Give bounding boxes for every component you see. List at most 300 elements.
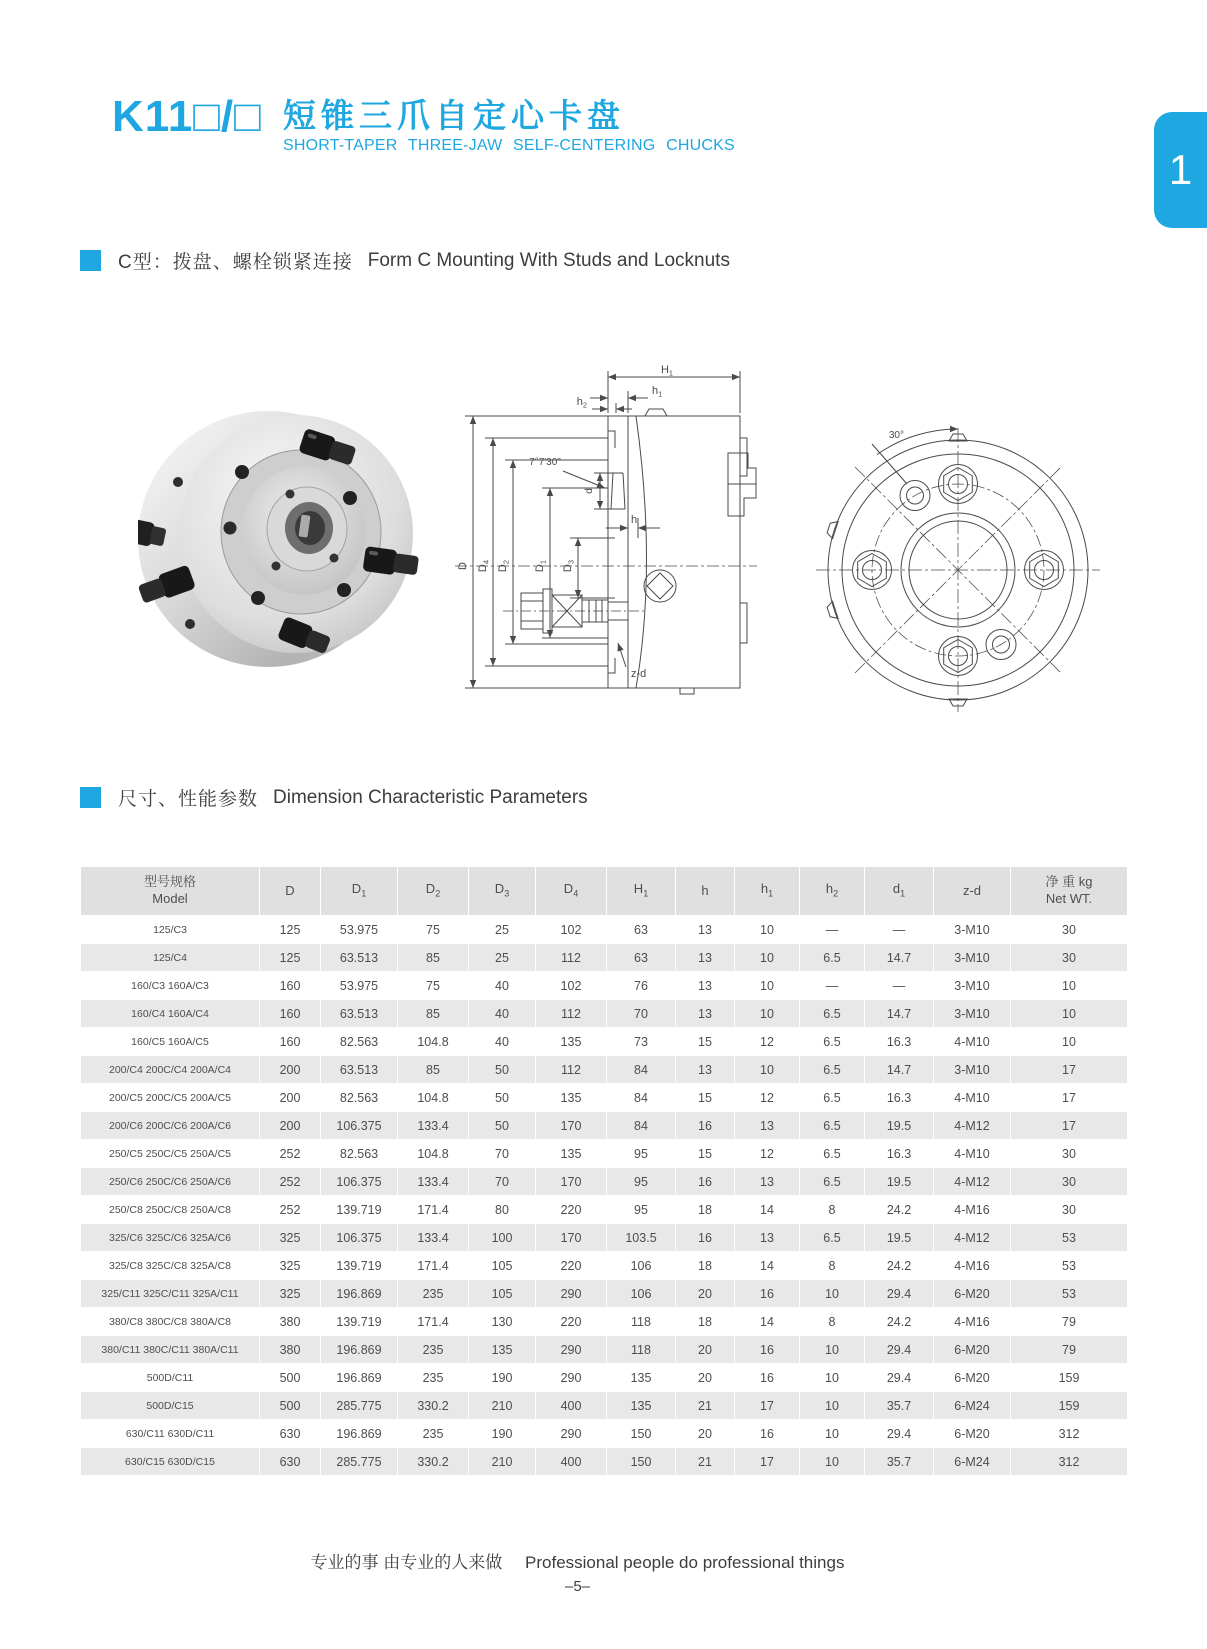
value-cell: 210 — [469, 1448, 535, 1475]
footer-slogan-zh: 专业的事 由专业的人来做 — [310, 1553, 503, 1572]
value-cell: 285.775 — [321, 1392, 397, 1419]
value-cell: 14.7 — [865, 1000, 933, 1027]
value-cell: 106 — [607, 1280, 675, 1307]
value-cell: 112 — [536, 944, 606, 971]
table-row — [81, 1252, 1127, 1279]
value-cell: 21 — [676, 1392, 734, 1419]
dim-label-D1: $D_1$ — [534, 559, 548, 573]
table-row — [81, 1112, 1127, 1139]
dimensions-heading-en: Dimension Characteristic Parameters — [273, 786, 588, 808]
col-header-weight: 净 重 kg Net WT. — [1011, 867, 1127, 915]
small-screw — [330, 554, 339, 563]
value-cell: 3-M10 — [934, 1000, 1010, 1027]
col-header: D — [260, 867, 320, 915]
value-cell: 35.7 — [865, 1392, 933, 1419]
model-cell: 325/C6 325C/C6 325A/C6 — [81, 1224, 259, 1251]
value-cell: 6-M20 — [934, 1420, 1010, 1447]
value-cell: 15 — [676, 1140, 734, 1167]
value-cell: 15 — [676, 1084, 734, 1111]
value-cell: 75 — [398, 916, 468, 943]
value-cell: 235 — [398, 1280, 468, 1307]
value-cell: — — [800, 916, 864, 943]
value-cell: 210 — [469, 1392, 535, 1419]
model-cell: 160/C3 160A/C3 — [81, 972, 259, 999]
model-cell: 630/C15 630D/C15 — [81, 1448, 259, 1475]
value-cell: 400 — [536, 1448, 606, 1475]
value-cell: 16.3 — [865, 1140, 933, 1167]
value-cell: 24.2 — [865, 1252, 933, 1279]
value-cell: 4-M16 — [934, 1196, 1010, 1223]
value-cell: 53 — [1011, 1280, 1127, 1307]
value-cell: 63 — [607, 944, 675, 971]
rim-tab — [826, 601, 838, 620]
value-cell: 102 — [536, 916, 606, 943]
value-cell: 19.5 — [865, 1168, 933, 1195]
table-row — [81, 1196, 1127, 1223]
value-cell: 3-M10 — [934, 916, 1010, 943]
value-cell: 8 — [800, 1252, 864, 1279]
value-cell: 8 — [800, 1196, 864, 1223]
model-cell: 200/C5 200C/C5 200A/C5 — [81, 1084, 259, 1111]
value-cell: 30 — [1011, 1140, 1127, 1167]
value-cell: 171.4 — [398, 1308, 468, 1335]
value-cell: 50 — [469, 1112, 535, 1139]
value-cell: 10 — [735, 944, 799, 971]
value-cell: 14 — [735, 1252, 799, 1279]
value-cell: 196.869 — [321, 1420, 397, 1447]
value-cell: 84 — [607, 1112, 675, 1139]
rim-screw — [173, 477, 183, 487]
value-cell: 40 — [469, 1000, 535, 1027]
value-cell: 20 — [676, 1336, 734, 1363]
value-cell: 10 — [1011, 1028, 1127, 1055]
value-cell: 133.4 — [398, 1168, 468, 1195]
value-cell: 106 — [607, 1252, 675, 1279]
model-cell: 160/C4 160A/C4 — [81, 1000, 259, 1027]
value-cell: 82.563 — [321, 1140, 397, 1167]
value-cell: 30 — [1011, 916, 1127, 943]
value-cell: 170 — [536, 1224, 606, 1251]
value-cell: 14.7 — [865, 944, 933, 971]
value-cell: 285.775 — [321, 1448, 397, 1475]
value-cell: 10 — [735, 916, 799, 943]
dim-label-h2: $h_2$ — [576, 396, 587, 410]
value-cell: 24.2 — [865, 1196, 933, 1223]
value-cell: 6-M20 — [934, 1364, 1010, 1391]
value-cell: 19.5 — [865, 1112, 933, 1139]
dim-label-h: h — [631, 514, 638, 526]
col-header: $D_2$ — [398, 867, 468, 915]
value-cell: 20 — [676, 1280, 734, 1307]
value-cell: 106.375 — [321, 1224, 397, 1251]
value-cell: 325 — [260, 1280, 320, 1307]
value-cell: 53.975 — [321, 972, 397, 999]
value-cell: 16.3 — [865, 1028, 933, 1055]
col-header: z-d — [934, 867, 1010, 915]
dim-label-D4: $D_4$ — [477, 559, 491, 573]
dim-label-D3: $D_3$ — [562, 559, 576, 573]
value-cell: 630 — [260, 1448, 320, 1475]
value-cell: 53.975 — [321, 916, 397, 943]
value-cell: 6-M20 — [934, 1336, 1010, 1363]
value-cell: 84 — [607, 1084, 675, 1111]
value-cell: 50 — [469, 1056, 535, 1083]
value-cell: 196.869 — [321, 1280, 397, 1307]
value-cell: 63.513 — [321, 944, 397, 971]
value-cell: 118 — [607, 1308, 675, 1335]
value-cell: 312 — [1011, 1420, 1127, 1447]
table-row — [81, 1028, 1127, 1055]
value-cell: 13 — [676, 916, 734, 943]
table-row — [81, 1420, 1127, 1447]
value-cell: 6.5 — [800, 1112, 864, 1139]
dimension-table-container — [80, 866, 1128, 1476]
value-cell: 6.5 — [800, 1168, 864, 1195]
value-cell: 30 — [1011, 1196, 1127, 1223]
value-cell: 330.2 — [398, 1448, 468, 1475]
dim-label-H1: $H_1$ — [660, 364, 674, 378]
value-cell: 4-M10 — [934, 1028, 1010, 1055]
dimensions-heading-zh: 尺寸、性能参数 — [118, 789, 259, 810]
model-cell: 500D/C11 — [81, 1364, 259, 1391]
value-cell: 6.5 — [800, 1028, 864, 1055]
value-cell: 63.513 — [321, 1056, 397, 1083]
table-row — [81, 1140, 1127, 1167]
value-cell: 252 — [260, 1168, 320, 1195]
dim-label-taper-angle: 7°7'30" — [529, 457, 561, 468]
value-cell: 400 — [536, 1392, 606, 1419]
rim-tab — [826, 519, 838, 538]
footer-slogan — [0, 1548, 1155, 1573]
value-cell: 16 — [676, 1168, 734, 1195]
value-cell: 10 — [800, 1336, 864, 1363]
value-cell: 95 — [607, 1196, 675, 1223]
value-cell: 79 — [1011, 1336, 1127, 1363]
value-cell: 16 — [676, 1112, 734, 1139]
value-cell: 200 — [260, 1084, 320, 1111]
value-cell: 79 — [1011, 1308, 1127, 1335]
value-cell: 290 — [536, 1420, 606, 1447]
value-cell: 21 — [676, 1448, 734, 1475]
value-cell: 10 — [735, 1056, 799, 1083]
cap-screw — [343, 491, 357, 505]
value-cell: 200 — [260, 1056, 320, 1083]
value-cell: 235 — [398, 1420, 468, 1447]
value-cell: 12 — [735, 1140, 799, 1167]
front-view-drawing — [808, 418, 1108, 718]
value-cell: 30 — [1011, 1168, 1127, 1195]
value-cell: 84 — [607, 1056, 675, 1083]
value-cell: 30 — [1011, 944, 1127, 971]
table-row — [81, 1224, 1127, 1251]
value-cell: 18 — [676, 1252, 734, 1279]
value-cell: 16 — [735, 1280, 799, 1307]
table-row — [81, 1308, 1127, 1335]
model-cell: 630/C11 630D/C11 — [81, 1420, 259, 1447]
table-body — [81, 916, 1127, 1475]
cap-screw — [235, 465, 249, 479]
col-header: $h_2$ — [800, 867, 864, 915]
value-cell: 6.5 — [800, 944, 864, 971]
value-cell: 17 — [735, 1392, 799, 1419]
model-cell: 125/C4 — [81, 944, 259, 971]
value-cell: 4-M12 — [934, 1168, 1010, 1195]
page-title-zh: 短锥三爪自定心卡盘 — [283, 97, 625, 134]
value-cell: 170 — [536, 1112, 606, 1139]
dim-label-D: D — [457, 562, 469, 570]
value-cell: 6.5 — [800, 1000, 864, 1027]
value-cell: 6.5 — [800, 1224, 864, 1251]
rim-screw — [185, 619, 195, 629]
value-cell: 220 — [536, 1196, 606, 1223]
value-cell: 500 — [260, 1364, 320, 1391]
value-cell: 103.5 — [607, 1224, 675, 1251]
value-cell: 29.4 — [865, 1364, 933, 1391]
footer-slogan-en: Professional people do professional things — [525, 1553, 845, 1572]
value-cell: 150 — [607, 1448, 675, 1475]
value-cell: 3-M10 — [934, 1056, 1010, 1083]
value-cell: 76 — [607, 972, 675, 999]
value-cell: 220 — [536, 1252, 606, 1279]
value-cell: 290 — [536, 1280, 606, 1307]
value-cell: 290 — [536, 1336, 606, 1363]
value-cell: 4-M10 — [934, 1140, 1010, 1167]
value-cell: 160 — [260, 972, 320, 999]
page-title-en: SHORT-TAPER THREE-JAW SELF-CENTERING CHUCKS — [283, 137, 735, 154]
value-cell: 150 — [607, 1420, 675, 1447]
cap-screw — [337, 583, 351, 597]
cap-screw — [224, 522, 237, 535]
value-cell: 190 — [469, 1364, 535, 1391]
value-cell: 160 — [260, 1028, 320, 1055]
value-cell: 95 — [607, 1168, 675, 1195]
value-cell: 13 — [676, 1056, 734, 1083]
value-cell: 20 — [676, 1364, 734, 1391]
value-cell: 12 — [735, 1028, 799, 1055]
value-cell: 13 — [676, 972, 734, 999]
dim-label-d: d — [584, 488, 595, 494]
col-header: $D_1$ — [321, 867, 397, 915]
section-view-drawing — [445, 353, 760, 705]
table-row — [81, 1336, 1127, 1363]
value-cell: 10 — [800, 1280, 864, 1307]
value-cell: 50 — [469, 1084, 535, 1111]
value-cell: 16 — [735, 1336, 799, 1363]
value-cell: 53 — [1011, 1224, 1127, 1251]
value-cell: 4-M16 — [934, 1252, 1010, 1279]
value-cell: 16 — [735, 1420, 799, 1447]
value-cell: 13 — [676, 1000, 734, 1027]
model-cell: 250/C8 250C/C8 250A/C8 — [81, 1196, 259, 1223]
value-cell: — — [865, 916, 933, 943]
chapter-tab — [1154, 112, 1207, 228]
section-bullet-icon — [80, 250, 101, 271]
value-cell: 16.3 — [865, 1084, 933, 1111]
value-cell: 13 — [735, 1168, 799, 1195]
dimension-table — [80, 866, 1128, 1476]
value-cell: 25 — [469, 916, 535, 943]
value-cell: 17 — [1011, 1112, 1127, 1139]
value-cell: 35.7 — [865, 1448, 933, 1475]
col-header: h — [676, 867, 734, 915]
value-cell: 18 — [676, 1308, 734, 1335]
value-cell: 10 — [800, 1420, 864, 1447]
table-row — [81, 972, 1127, 999]
value-cell: 104.8 — [398, 1028, 468, 1055]
value-cell: 4-M12 — [934, 1224, 1010, 1251]
col-header: $D_3$ — [469, 867, 535, 915]
value-cell: 4-M10 — [934, 1084, 1010, 1111]
value-cell: 18 — [676, 1196, 734, 1223]
value-cell: 252 — [260, 1196, 320, 1223]
section-bullet-icon — [80, 787, 101, 808]
col-header: $H_1$ — [607, 867, 675, 915]
table-row — [81, 1056, 1127, 1083]
value-cell: 16 — [676, 1224, 734, 1251]
value-cell: 70 — [469, 1140, 535, 1167]
model-cell: 325/C8 325C/C8 325A/C8 — [81, 1252, 259, 1279]
col-header-model: 型号规格 Model — [81, 867, 259, 915]
value-cell: 10 — [800, 1448, 864, 1475]
small-screw — [286, 490, 295, 499]
value-cell: 112 — [536, 1056, 606, 1083]
value-cell: 160 — [260, 1000, 320, 1027]
value-cell: 159 — [1011, 1392, 1127, 1419]
chapter-number: 1 — [1168, 146, 1193, 193]
value-cell: 6.5 — [800, 1056, 864, 1083]
model-cell: 500D/C15 — [81, 1392, 259, 1419]
value-cell: 139.719 — [321, 1196, 397, 1223]
table-row — [81, 1084, 1127, 1111]
model-cell: 380/C8 380C/C8 380A/C8 — [81, 1308, 259, 1335]
value-cell: 220 — [536, 1308, 606, 1335]
value-cell: 25 — [469, 944, 535, 971]
value-cell: 3-M10 — [934, 944, 1010, 971]
value-cell: 14 — [735, 1196, 799, 1223]
value-cell: 70 — [607, 1000, 675, 1027]
value-cell: 12 — [735, 1084, 799, 1111]
value-cell: 10 — [1011, 972, 1127, 999]
section-heading-mounting — [80, 247, 730, 274]
section-heading-dimensions — [80, 784, 588, 811]
value-cell: 130 — [469, 1308, 535, 1335]
value-cell: 100 — [469, 1224, 535, 1251]
model-cell: 160/C5 160A/C5 — [81, 1028, 259, 1055]
value-cell: 10 — [800, 1364, 864, 1391]
dim-label-h1: $h_1$ — [652, 385, 663, 399]
dim-label-D2: $D_2$ — [497, 559, 511, 573]
value-cell: 135 — [536, 1028, 606, 1055]
value-cell: 330.2 — [398, 1392, 468, 1419]
value-cell: 73 — [607, 1028, 675, 1055]
value-cell: 20 — [676, 1420, 734, 1447]
table-head-row — [81, 867, 1127, 915]
value-cell: 17 — [1011, 1056, 1127, 1083]
value-cell: — — [800, 972, 864, 999]
value-cell: 106.375 — [321, 1168, 397, 1195]
value-cell: 85 — [398, 1000, 468, 1027]
value-cell: 16 — [735, 1364, 799, 1391]
value-cell: 118 — [607, 1336, 675, 1363]
value-cell: 85 — [398, 944, 468, 971]
value-cell: 95 — [607, 1140, 675, 1167]
value-cell: 325 — [260, 1224, 320, 1251]
small-screw — [272, 562, 281, 571]
page-model-code: K11□/□ — [112, 92, 262, 141]
value-cell: 139.719 — [321, 1308, 397, 1335]
value-cell: 29.4 — [865, 1336, 933, 1363]
value-cell: 8 — [800, 1308, 864, 1335]
value-cell: 135 — [469, 1336, 535, 1363]
dim-label-zd: z-d — [631, 668, 647, 680]
table-row — [81, 1392, 1127, 1419]
value-cell: 104.8 — [398, 1084, 468, 1111]
value-cell: 85 — [398, 1056, 468, 1083]
value-cell: 82.563 — [321, 1084, 397, 1111]
value-cell: 102 — [536, 972, 606, 999]
col-header: $h_1$ — [735, 867, 799, 915]
table-row — [81, 916, 1127, 943]
value-cell: 19.5 — [865, 1224, 933, 1251]
value-cell: 82.563 — [321, 1028, 397, 1055]
value-cell: 380 — [260, 1336, 320, 1363]
value-cell: 6-M20 — [934, 1280, 1010, 1307]
value-cell: 70 — [469, 1168, 535, 1195]
value-cell: 14 — [735, 1308, 799, 1335]
value-cell: 196.869 — [321, 1364, 397, 1391]
value-cell: 125 — [260, 916, 320, 943]
value-cell: 133.4 — [398, 1112, 468, 1139]
value-cell: 125 — [260, 944, 320, 971]
value-cell: 6-M24 — [934, 1392, 1010, 1419]
value-cell: 14.7 — [865, 1056, 933, 1083]
value-cell: 4-M16 — [934, 1308, 1010, 1335]
value-cell: 170 — [536, 1168, 606, 1195]
table-row — [81, 1280, 1127, 1307]
model-cell: 250/C6 250C/C6 250A/C6 — [81, 1168, 259, 1195]
value-cell: 133.4 — [398, 1224, 468, 1251]
value-cell: 196.869 — [321, 1336, 397, 1363]
mounting-heading-en: Form C Mounting With Studs and Locknuts — [367, 249, 730, 271]
value-cell: 29.4 — [865, 1280, 933, 1307]
value-cell: 13 — [735, 1112, 799, 1139]
value-cell: 17 — [735, 1448, 799, 1475]
value-cell: 380 — [260, 1308, 320, 1335]
value-cell: 500 — [260, 1392, 320, 1419]
value-cell: 139.719 — [321, 1252, 397, 1279]
value-cell: 312 — [1011, 1448, 1127, 1475]
chuck-bore-inner — [295, 511, 325, 545]
value-cell: 171.4 — [398, 1196, 468, 1223]
value-cell: 24.2 — [865, 1308, 933, 1335]
model-cell: 125/C3 — [81, 916, 259, 943]
value-cell: 200 — [260, 1112, 320, 1139]
mounting-heading-zh: C型：拨盘、螺栓锁紧连接 — [118, 252, 353, 273]
value-cell: 6.5 — [800, 1140, 864, 1167]
value-cell: 171.4 — [398, 1252, 468, 1279]
value-cell: 13 — [735, 1224, 799, 1251]
value-cell: 17 — [1011, 1084, 1127, 1111]
value-cell: 630 — [260, 1420, 320, 1447]
model-cell: 200/C6 200C/C6 200A/C6 — [81, 1112, 259, 1139]
col-header: $d_1$ — [865, 867, 933, 915]
value-cell: 53 — [1011, 1252, 1127, 1279]
cap-screw — [251, 591, 265, 605]
value-cell: 15 — [676, 1028, 734, 1055]
value-cell: 135 — [536, 1140, 606, 1167]
page-number: –5– — [564, 1578, 591, 1595]
value-cell: 10 — [800, 1392, 864, 1419]
